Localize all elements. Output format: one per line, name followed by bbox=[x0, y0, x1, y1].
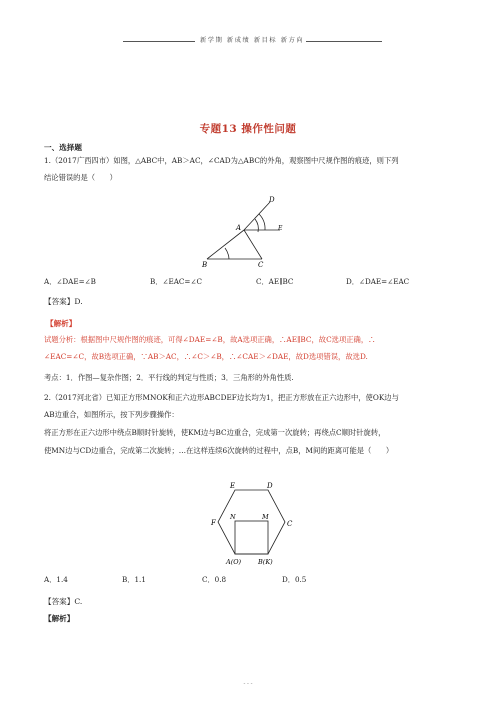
q1-label-a: A bbox=[236, 224, 242, 232]
q2-option-a: A．1.4 bbox=[44, 575, 68, 584]
q1-answer: 【答案】D. bbox=[44, 297, 83, 306]
q1-option-d: D．∠DAE=∠EAC bbox=[346, 277, 410, 286]
q2-label-c: C bbox=[287, 520, 293, 528]
q1-analysis-line2: ∠EAC=∠C，故B选项正确，∵AB＞AC，∴∠C＞∠B，∴∠CAE＞∠DAE，故D选项错误，故选D. bbox=[44, 352, 368, 361]
q1-label-e: E bbox=[278, 225, 283, 232]
q2-option-c: C．0.8 bbox=[202, 575, 227, 584]
q1-line2: 结论错误的是（ ） bbox=[44, 173, 117, 182]
q2-label-d: D bbox=[267, 482, 273, 490]
q1-analysis-line1: 试题分析：根据图中尺规作图的痕迹，可得∠DAE=∠B，故A选项正确，∴AE∥BC，故C选项正确，∴ bbox=[44, 335, 376, 344]
q1-label-c: C bbox=[258, 261, 264, 269]
q2-line3: 将正方形在正六边形中绕点B顺时针旋转，使KM边与BC边重合，完成第一次旋转；再绕点C顺时针旋转， bbox=[44, 428, 386, 437]
q1-option-b: B．∠EAC=∠C bbox=[150, 277, 202, 286]
q2-label-e: E bbox=[230, 482, 236, 490]
q1-figure bbox=[195, 192, 300, 272]
q2-label-bk: B(K) bbox=[258, 558, 273, 566]
page-title: 专题13 操作性问题 bbox=[199, 123, 297, 135]
q2-analysis-tag: 【解析】 bbox=[44, 614, 75, 623]
q2-figure bbox=[200, 480, 300, 568]
q2-label-f: F bbox=[211, 519, 216, 527]
q2-answer: 【答案】C. bbox=[44, 597, 83, 606]
q1-line1: 1.（2017广西四市）如图，△ABC中，AB＞AC，∠CAD为△ABC的外角，观察图中尺规作图的痕迹，则下列 bbox=[44, 156, 399, 165]
q2-label-m: M bbox=[262, 513, 269, 521]
q1-option-c: C．AE∥BC bbox=[256, 277, 294, 286]
q2-label-ao: A(O) bbox=[226, 558, 242, 566]
header-rule-right bbox=[306, 41, 382, 42]
q2-line4: 使MN边与CD边重合，完成第二次旋转；…在这样连续6次旋转的过程中，点B，M间的距离可能是（ ） bbox=[44, 446, 394, 455]
q1-label-b: B bbox=[202, 261, 208, 269]
q1-label-d: D bbox=[269, 196, 275, 204]
header-rule-left bbox=[123, 41, 195, 42]
q1-option-a: A．∠DAE=∠B bbox=[44, 277, 96, 286]
section-heading: 一、选择题 bbox=[44, 143, 82, 152]
q1-kaodian: 考点：1．作图—复杂作图；2．平行线的判定与性质；3．三角形的外角性质. bbox=[44, 373, 294, 382]
q2-line2: AB边重合，如图所示，按下列步骤操作： bbox=[44, 410, 179, 419]
page-footer: - - - bbox=[243, 681, 253, 687]
q2-option-d: D．0.5 bbox=[282, 575, 307, 584]
q2-option-b: B．1.1 bbox=[122, 575, 146, 584]
header-slogan: 新学期 新成绩 新目标 新方向 bbox=[200, 37, 305, 44]
q2-label-n: N bbox=[230, 513, 236, 521]
q1-analysis-tag: 【解析】 bbox=[46, 319, 77, 328]
q2-line1: 2.（2017河北省）已知正方形MNOK和正六边形ABCDEF边长均为1，把正方形放在正六边形中，使OK边与 bbox=[44, 393, 399, 402]
